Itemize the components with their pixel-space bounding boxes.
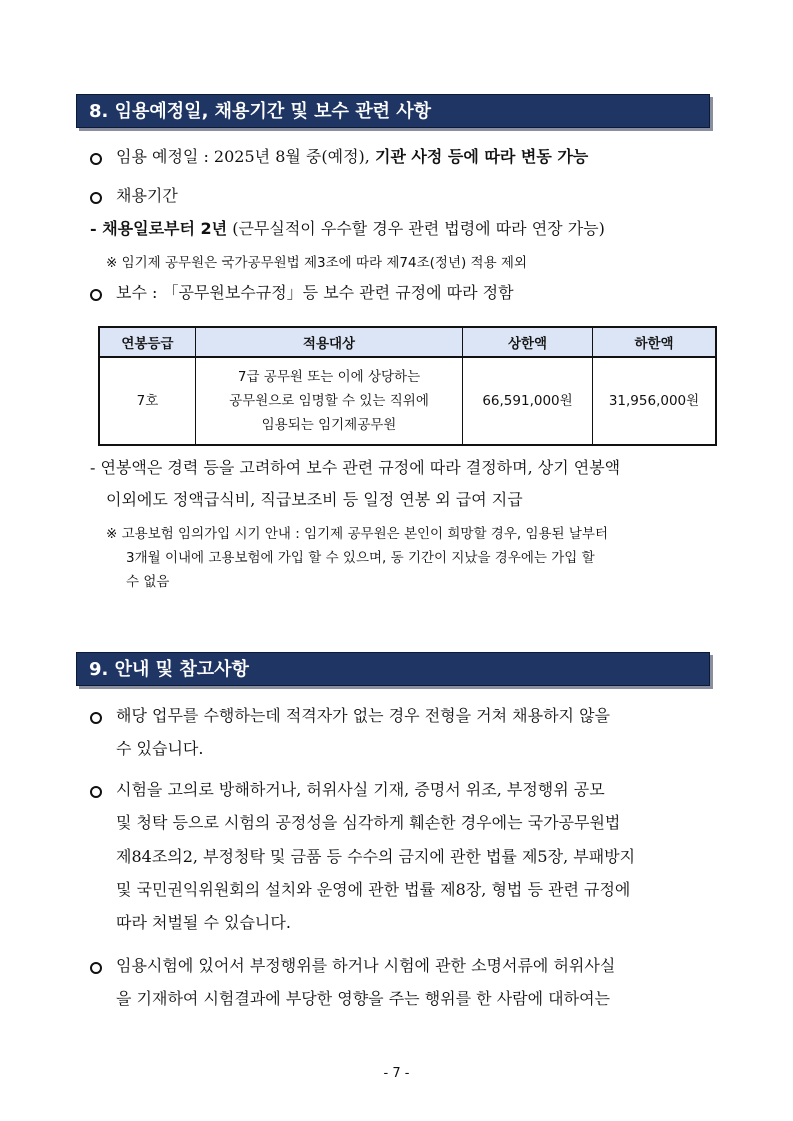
- notice-item-line: 제84조의2, 부정청탁 및 금품 등 수수의 금지에 관한 법률 제5장, 부패방지: [116, 847, 636, 866]
- header-upper: 상한액: [463, 327, 593, 357]
- notice-item-line: 및 국민권익위원회의 설치와 운영에 관한 법률 제8장, 형법 등 관련 규정에: [116, 880, 631, 899]
- dash-mark: -: [90, 219, 103, 238]
- notice-item-line: 해당 업무를 수행하는데 적격자가 없는 경우 전형을 거쳐 채용하지 않을: [116, 706, 610, 725]
- appointment-date-line: [116, 147, 588, 167]
- bullet-icon: [90, 192, 102, 204]
- section-9-heading: 9. 안내 및 참고사항: [76, 652, 710, 686]
- salary-desc-line: - 연봉액은 경력 등을 고려하여 보수 관련 규정에 따라 결정하며, 상기 연봉액: [90, 458, 621, 477]
- page-number: - 7 -: [383, 1066, 410, 1081]
- notice-item-line: 및 청탁 등으로 시험의 공정성을 심각하게 훼손한 경우에는 국가공무원법: [116, 813, 621, 832]
- cell-target-line: 공무원으로 임명할 수 있는 직위에: [229, 393, 429, 409]
- table-row: [99, 357, 716, 445]
- cell-target-line: 7급 공무원 또는 이에 상당하는: [237, 369, 421, 385]
- salary-table: [98, 326, 717, 446]
- notice-item-line: 을 기재하여 시험결과에 부당한 영향을 주는 행위를 한 사람에 대하여는: [116, 989, 610, 1008]
- salary-desc-line: 이외에도 정액급식비, 직급보조비 등 일정 연봉 외 급여 지급: [106, 490, 523, 509]
- bullet-icon: [90, 153, 102, 165]
- appointment-date-text: 임용 예정일 : 2025년 8월 중(예정),: [116, 147, 375, 166]
- cell-lower: 31,956,000원: [593, 357, 717, 445]
- bullet-icon: [90, 712, 102, 724]
- retirement-exemption-note: ※ 임기제 공무원은 국가공무원법 제3조에 따라 제74조(정년) 적용 제외: [106, 255, 528, 271]
- cell-grade: 7호: [99, 357, 196, 445]
- pay-label: 보수 : 「공무원보수규정」등 보수 관련 규정에 따라 정함: [116, 283, 514, 302]
- employment-period-rest: (근무실적이 우수할 경우 관련 법령에 따라 연장 가능): [227, 219, 605, 238]
- notice-item-line: 따라 처벌될 수 있습니다.: [116, 913, 291, 932]
- cell-target: [196, 357, 463, 445]
- insurance-note-line: 수 없음: [126, 574, 170, 590]
- notice-item-line: 시험을 고의로 방해하거나, 허위사실 기재, 증명서 위조, 부정행위 공모: [116, 780, 605, 799]
- bullet-icon: [90, 289, 102, 301]
- header-lower: 하한액: [593, 327, 717, 357]
- header-grade: 연봉등급: [99, 327, 196, 357]
- table-header-row: [99, 327, 716, 357]
- appointment-date-note: 기관 사정 등에 따라 변동 가능: [374, 147, 589, 166]
- employment-period-detail: [90, 219, 605, 239]
- section-8-heading: 8. 임용예정일, 채용기간 및 보수 관련 사항: [76, 94, 710, 128]
- cell-upper: 66,591,000원: [463, 357, 593, 445]
- insurance-note-line: 3개월 이내에 고용보험에 가입 할 수 있으며, 동 기간이 지났을 경우에는 가입 할: [126, 550, 595, 566]
- notice-item-line: 수 있습니다.: [116, 739, 204, 758]
- notice-item-line: 임용시험에 있어서 부정행위를 하거나 시험에 관한 소명서류에 허위사실: [116, 956, 616, 975]
- employment-period-bold: 채용일로부터 2년: [102, 219, 228, 238]
- header-target: 적용대상: [196, 327, 463, 357]
- insurance-note-line: ※ 고용보험 임의가입 시기 안내 : 임기제 공무원은 본인이 희망할 경우, 임용된 날부터: [106, 526, 608, 542]
- cell-target-line: 임용되는 임기제공무원: [261, 417, 397, 433]
- bullet-icon: [90, 786, 102, 798]
- bullet-icon: [90, 962, 102, 974]
- employment-period-label: 채용기간: [116, 186, 178, 205]
